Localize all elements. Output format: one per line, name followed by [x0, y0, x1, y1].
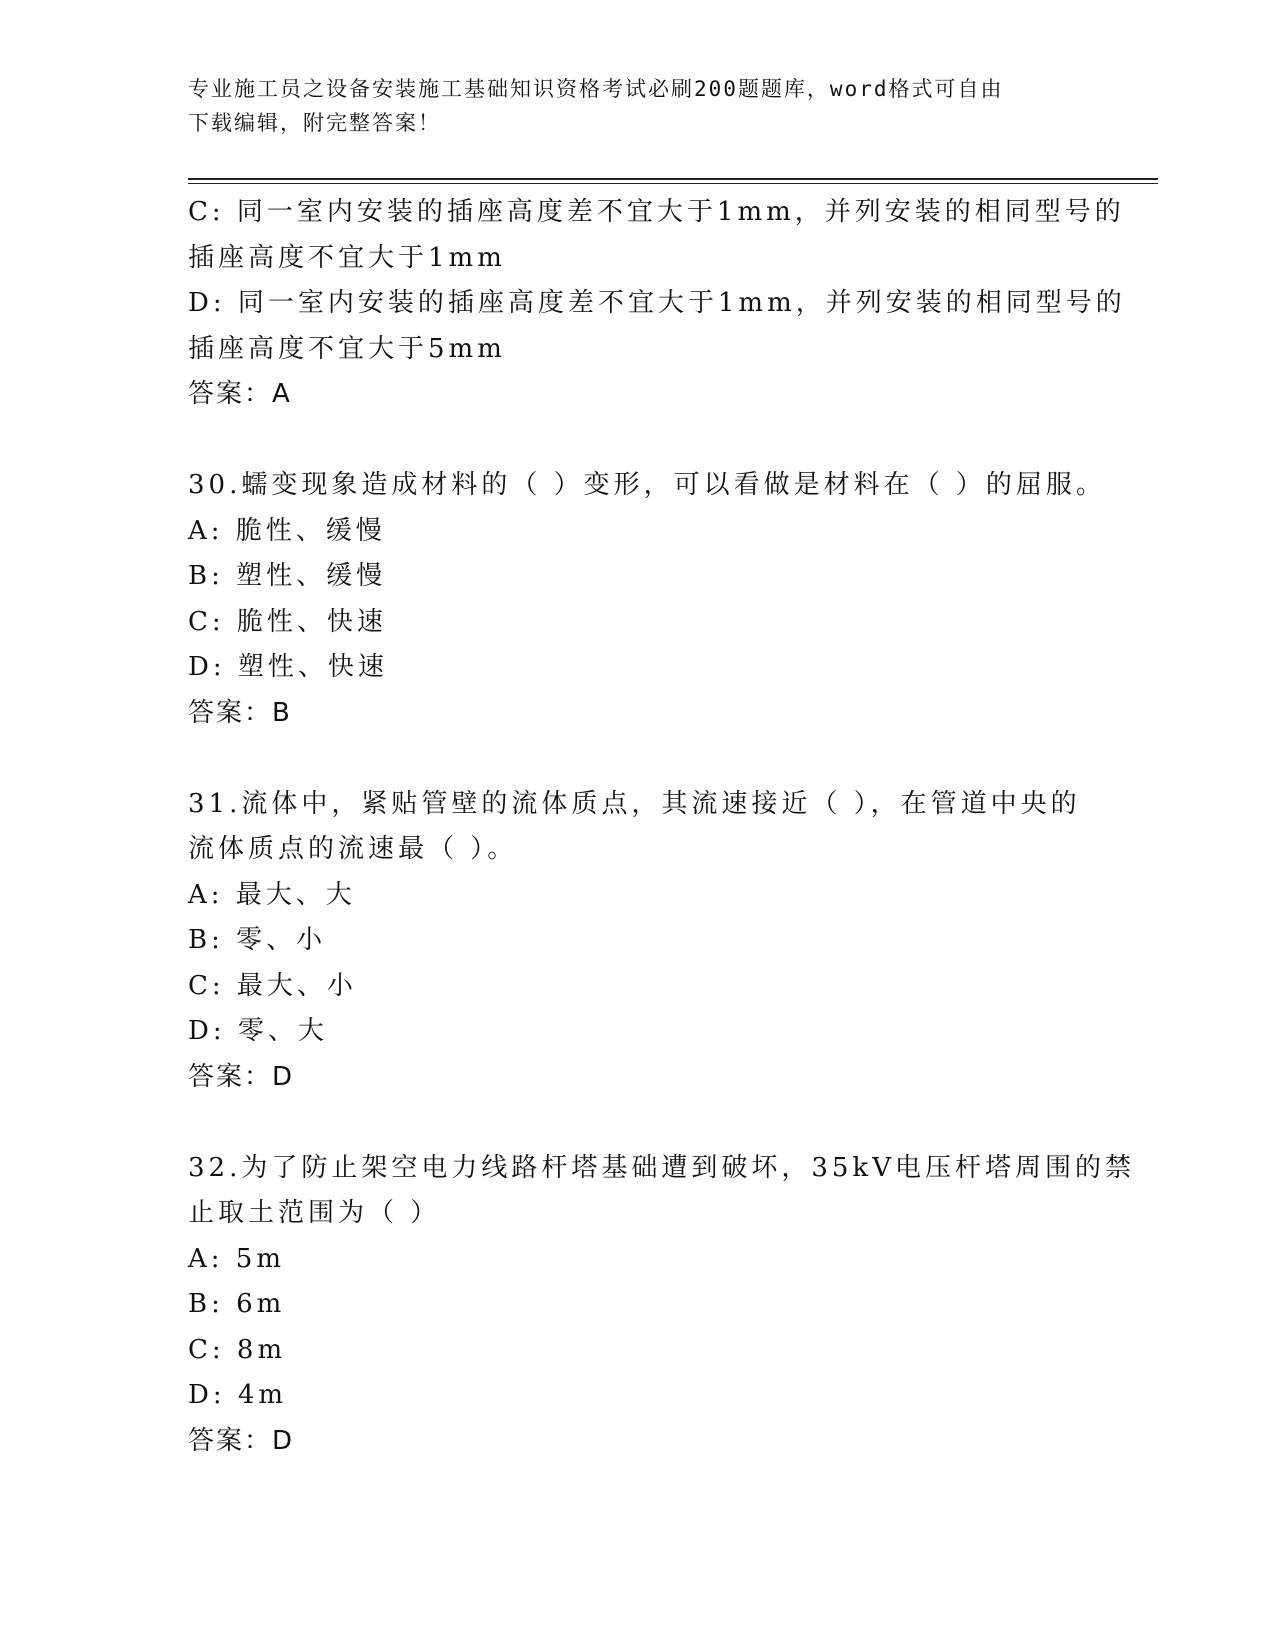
answer: 答案：B [188, 697, 292, 728]
option-c: C: 最大、小 [188, 970, 357, 1001]
question-30 [188, 463, 1106, 736]
option-d: D: 塑性、快速 [188, 652, 388, 682]
question-31 [188, 782, 1088, 1101]
question-stem-line-1: 31.流体中，紧贴管壁的流体质点，其流速接近（ ），在管道中央的 [188, 788, 1081, 819]
document-header [188, 72, 1068, 140]
option-d-line-1: D: 同一室内安装的插座高度差不宜大于1mm，并列安装的相同型号的 [188, 288, 1126, 318]
header-title-line-1: 专业施工员之设备安装施工基础知识资格考试必刷200题题库，word格式可自由 [188, 77, 1004, 101]
question-content [188, 190, 1135, 1464]
question-32 [188, 1146, 1135, 1465]
answer: 答案：A [188, 379, 292, 409]
question-stem-line-1: 32.为了防止架空电力线路杆塔基础遭到破坏，35kV电压杆塔周围的禁 [188, 1152, 1135, 1183]
option-b: B: 零、小 [188, 925, 327, 955]
option-d: D: 4m [188, 1380, 288, 1410]
option-c-line-2: 插座高度不宜大于1mm [188, 242, 506, 273]
option-b: B: 塑性、缓慢 [188, 561, 387, 591]
question-stem-line-2: 流体质点的流速最（ ）。 [188, 834, 518, 864]
option-c: C: 脆性、快速 [188, 606, 387, 637]
option-d-line-2: 插座高度不宜大于5mm [188, 333, 506, 364]
option-c: C: 8m [188, 1334, 287, 1365]
answer: 答案：D [188, 1425, 295, 1456]
option-a: A: 最大、大 [188, 879, 356, 910]
option-a: A: 5m [188, 1243, 285, 1274]
answer: 答案：D [188, 1061, 295, 1092]
question-29-continued [188, 190, 1126, 418]
option-d: D: 零、大 [188, 1016, 328, 1046]
option-c-line-1: C: 同一室内安装的插座高度差不宜大于1mm，并列安装的相同型号的 [188, 197, 1125, 227]
header-title-line-2: 下载编辑，附完整答案！ [188, 111, 441, 135]
option-a: A: 脆性、缓慢 [188, 515, 386, 546]
question-stem-line-2: 止取土范围为（ ） [188, 1198, 441, 1228]
option-b: B: 6m [188, 1289, 286, 1319]
header-divider [188, 178, 1158, 184]
question-stem: 30.蠕变现象造成材料的（ ）变形，可以看做是材料在（ ）的屈服。 [188, 470, 1106, 500]
